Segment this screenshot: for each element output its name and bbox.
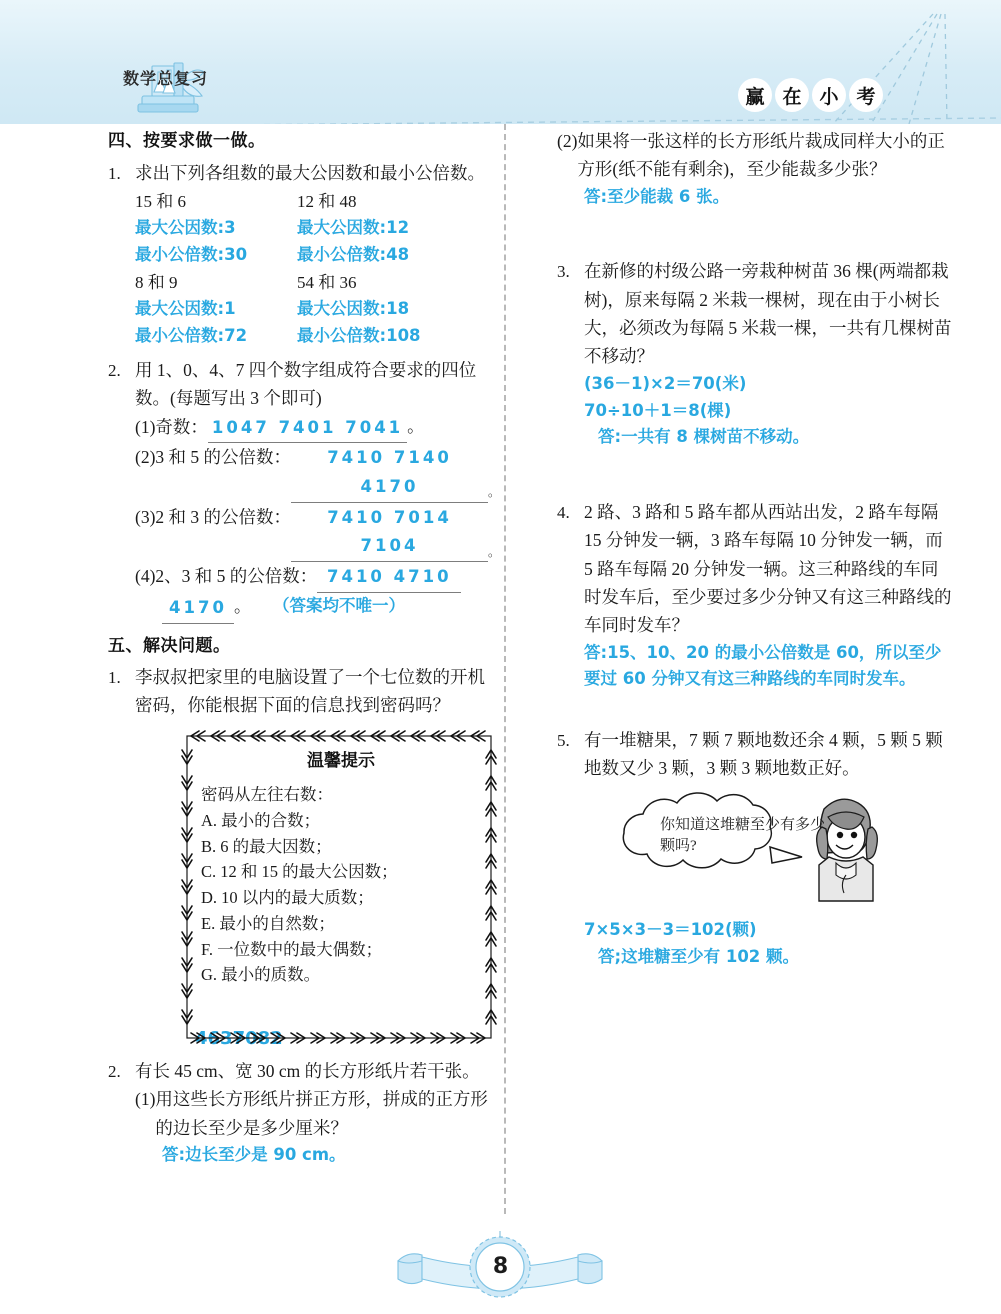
question-number: 1.	[108, 668, 121, 688]
question-number: 2.	[108, 360, 121, 380]
pair-lcm-2[interactable]: 最小公倍数:48	[297, 245, 410, 265]
subquestion-1-answer[interactable]: 答:边长至少是 90 cm。	[162, 1144, 346, 1164]
question-text: 2 路、3 路和 5 路车都从西站出发，2 路车每隔 15 分钟发一辆，3 路车每隔 10 分钟发一辆，而 5 路车每隔 20 分钟发一辆。这三种路线的车同时发车后，至少要过多少分钟又有这三种路线的车同时发车？	[584, 501, 952, 636]
pair-gcd-4[interactable]: 最大公因数:18	[297, 299, 410, 319]
right-column	[557, 124, 955, 970]
brand-char-3: 小	[812, 78, 846, 112]
brand-logo	[738, 78, 883, 112]
tip-line-3: C. 12 和 15 的最大公因数；	[201, 862, 398, 882]
subquestion-4-continued	[135, 593, 500, 624]
answer-note: （答案均不唯一）	[273, 595, 405, 615]
tip-line-7: G. 最小的质数。	[201, 965, 321, 985]
arrow-border-frame	[179, 728, 499, 1046]
section-4-title: 四、按要求做一做。	[108, 131, 266, 151]
question-text: 在新修的村级公路一旁栽种树苗 36 棵(两端都栽树)，原来每隔 2 米栽一棵树，现在由于小树长大，必须改为每隔 5 米栽一棵，一共有几棵树苗不移动？	[584, 261, 952, 367]
subquestion-label: (1)奇数：	[135, 416, 208, 437]
question-number: 2.	[108, 1061, 121, 1081]
subquestion-label: (2)3 和 5 的公倍数：	[135, 447, 292, 468]
question-5-2	[108, 1057, 500, 1169]
brand-char-2: 在	[775, 78, 809, 112]
pair-label-1: 15 和 6	[135, 191, 186, 211]
section-5-title: 五、解决问题。	[108, 635, 231, 656]
tip-line-4: D. 10 以内的最大质数；	[201, 888, 374, 908]
tip-line-0: 密码从左往右数：	[201, 785, 333, 805]
pair-gcd-1[interactable]: 最大公因数:3	[135, 218, 236, 238]
question-4-1	[108, 159, 500, 350]
pair-lcm-4[interactable]: 最小公倍数:108	[297, 326, 421, 346]
period-mark: 。	[487, 485, 500, 500]
answer-blank[interactable]: 7410 4710	[317, 562, 461, 593]
brand-char-1: 赢	[738, 78, 772, 112]
bubble-text: 你知道这堆糖至少有多少颗吗?	[660, 816, 826, 855]
tip-box	[179, 728, 499, 1018]
tip-box-title: 温馨提示	[307, 750, 375, 771]
question-4-answer[interactable]: 答:15、10、20 的最小公倍数是 60，所以至少要过 60 分钟又有这三种路线的车同时发车。	[584, 642, 942, 689]
pair-gcd-3[interactable]: 最大公因数:1	[135, 299, 236, 319]
thought-bubble-illustration	[584, 791, 955, 903]
spacer	[557, 210, 955, 254]
question-text: 李叔叔把家里的电脑设置了一个七位数的开机密码，你能根据下面的信息找到密码吗？	[135, 667, 485, 716]
subquestion-text: 用这些长方形纸片拼正方形，拼成的正方形的边长至少是多少厘米？	[155, 1089, 488, 1138]
question-number: 5.	[557, 731, 570, 751]
gcd-lcm-grid	[135, 188, 500, 350]
answer-blank[interactable]: 4170	[162, 593, 234, 624]
subquestion-4	[135, 562, 500, 593]
tip-line-5: E. 最小的自然数；	[201, 913, 335, 933]
subquestion-1	[135, 1085, 500, 1142]
book-title-label: 数学总复习	[123, 69, 209, 88]
header-bottom-divider	[0, 116, 1001, 124]
question-5-5	[557, 726, 955, 970]
period-mark: 。	[487, 544, 500, 559]
question-5-answer[interactable]: 答;这堆糖至少有 102 颗。	[598, 946, 800, 966]
page-number: 8	[492, 1254, 509, 1279]
tip-line-1: A. 最小的合数；	[201, 811, 321, 831]
question-text: 用 1、0、4、7 四个数字组成符合要求的四位数。(每题写出 3 个即可)	[135, 359, 477, 409]
work-line[interactable]: 7×5×3－3＝102(颗)	[584, 919, 757, 939]
question-5-1	[108, 663, 500, 1053]
question-number: 3.	[557, 262, 570, 282]
question-5-3	[557, 257, 955, 451]
question-3-answer[interactable]: 答:一共有 8 棵树苗不移动。	[598, 427, 810, 447]
question-5-4	[557, 498, 955, 693]
subquestion-label: (2)	[557, 131, 578, 151]
question-number: 1.	[108, 163, 121, 183]
pair-lcm-3[interactable]: 最小公倍数:72	[135, 326, 248, 346]
pair-label-2: 12 和 48	[297, 191, 357, 211]
page-footer	[0, 1223, 1001, 1309]
tip-line-2: B. 6 的最大因数；	[201, 836, 332, 856]
column-divider	[504, 124, 506, 1214]
spacer	[557, 451, 955, 495]
question-text: 有长 45 cm、宽 30 cm 的长方形纸片若干张。	[135, 1060, 480, 1081]
answer-blank[interactable]: 1047 7401 7041	[208, 413, 407, 444]
question-text: 有一堆糖果，7 颗 7 颗地数还余 4 颗，5 颗 5 颗地数又少 3 颗，3 颗 3 颗地数正好。	[584, 730, 943, 779]
question-number: 4.	[557, 502, 570, 522]
subquestion-3	[135, 503, 500, 562]
subquestion-label: (1)	[135, 1089, 156, 1110]
subquestion-label: (4)2、3 和 5 的公倍数：	[135, 566, 318, 587]
period-mark: 。	[234, 596, 251, 616]
password-answer[interactable]: 4637082	[195, 1027, 283, 1049]
answer-blank[interactable]: 7410 7014 7104	[291, 503, 488, 562]
work-line-2[interactable]: 70÷10＋1＝8(棵)	[584, 400, 732, 420]
subquestion-label: (3)2 和 3 的公倍数：	[135, 506, 292, 527]
spacer	[584, 903, 955, 917]
subquestion-2-answer[interactable]: 答:至少能裁 6 张。	[584, 186, 730, 206]
subquestion-2	[557, 127, 955, 184]
pair-lcm-1[interactable]: 最小公倍数:30	[135, 245, 248, 265]
page-header	[0, 0, 1001, 124]
subquestion-2	[135, 443, 500, 502]
pair-gcd-2[interactable]: 最大公因数:12	[297, 218, 410, 238]
pair-label-3: 8 和 9	[135, 272, 178, 292]
question-text: 求出下列各组数的最大公因数和最小公倍数。	[135, 162, 485, 183]
period-mark: 。	[407, 416, 425, 436]
tip-line-6: F. 一位数中的最大偶数；	[201, 939, 383, 959]
question-4-2	[108, 356, 500, 624]
brand-char-4: 考	[849, 78, 883, 112]
question-5-2-part2	[557, 127, 955, 210]
answer-blank[interactable]: 7410 7140 4170	[291, 443, 488, 502]
pair-label-4: 54 和 36	[297, 272, 357, 292]
subquestion-text: 如果将一张这样的长方形纸片裁成同样大小的正方形(纸不能有剩余)，至少能裁多少张？	[577, 131, 945, 180]
work-line-1[interactable]: (36－1)×2＝70(米)	[584, 373, 747, 393]
subquestion-1	[135, 413, 500, 444]
spacer	[557, 693, 955, 723]
left-column	[108, 124, 500, 1169]
